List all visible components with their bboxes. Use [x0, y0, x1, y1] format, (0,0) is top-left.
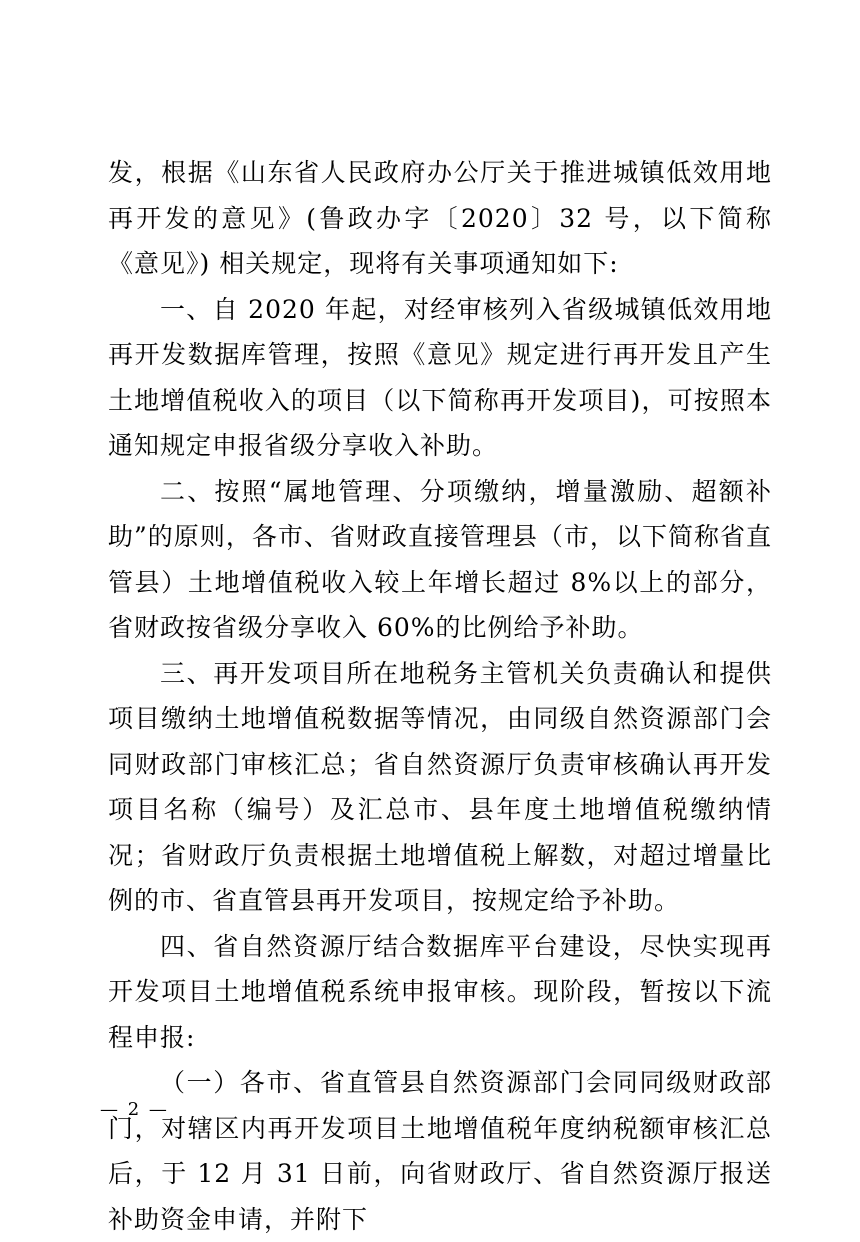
paragraph-item-1: 一、自 2020 年起，对经审核列入省级城镇低效用地再开发数据库管理，按照《意见》规定进行再开发且产生土地增值税收入的项目（以下简称再开发项目)，可按照本通知规定申报省级分享收入补助。	[108, 294, 772, 460]
page-number: — 2 —	[100, 1099, 169, 1120]
paragraph-item-4: 四、省自然资源厅结合数据库平台建设，尽快实现再开发项目土地增值税系统申报审核。现阶段，暂按以下流程申报:	[108, 931, 772, 1052]
paragraph-item-3: 三、再开发项目所在地税务主管机关负责确认和提供项目缴纳土地增值税数据等情况，由同级自然资源部门会同财政部门审核汇总；省自然资源厅负责审核确认再开发项目名称（编号）及汇总市、县年度土地增值税缴纳情况；省财政厅负责根据土地增值税上解数，对超过增量比例的市、省直管县再开发项目，按规定给予补助。	[108, 658, 772, 915]
paragraph-intro-continuation: 发，根据《山东省人民政府办公厅关于推进城镇低效用地再开发的意见》(鲁政办字〔2020〕32 号，以下简称《意见》) 相关规定，现将有关事项通知如下:	[108, 158, 772, 278]
paragraph-sub-item-1: （一）各市、省直管县自然资源部门会同同级财政部门，对辖区内再开发项目土地增值税年度纳税额审核汇总后，于 12 月 31 日前，向省财政厅、省自然资源厅报送补助资金申请，并附下	[108, 1068, 772, 1234]
paragraph-item-2: 二、按照“属地管理、分项缴纳，增量激励、超额补助”的原则，各市、省财政直接管理县（市，以下简称省直管县）土地增值税收入较上年增长超过 8%以上的部分，省财政按省级分享收入 60%的比例给予补助。	[108, 476, 772, 642]
document-body	[108, 150, 772, 1242]
